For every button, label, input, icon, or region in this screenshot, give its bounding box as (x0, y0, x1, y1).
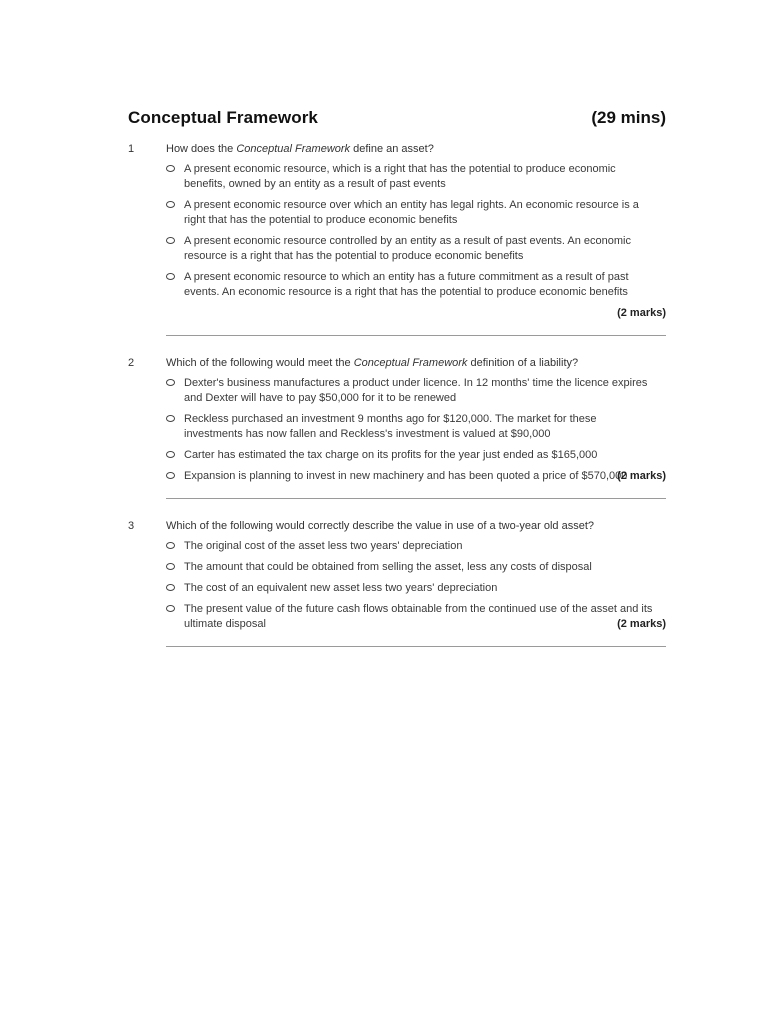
answer-options (166, 539, 666, 632)
question-2 (128, 356, 666, 484)
answer-option[interactable] (166, 162, 666, 192)
divider (166, 498, 666, 499)
section-duration: (29 mins) (591, 108, 666, 127)
option-text: Expansion is planning to invest in new machinery and has been quoted a price of $570,000 (184, 470, 628, 482)
option-text: The amount that could be obtained from selling the asset, less any costs of disposal (184, 561, 592, 573)
option-text: Dexter's business manufactures a product under licence. In 12 months' time the licence expires and Dexter will have to pay $50,000 for it to be renewed (184, 377, 648, 404)
answer-option[interactable] (166, 469, 666, 484)
radio-button[interactable] (166, 605, 175, 612)
option-text: Carter has estimated the tax charge on its profits for the year just ended as $165,000 (184, 449, 598, 461)
answer-option[interactable] (166, 448, 666, 463)
option-text: The cost of an equivalent new asset less two years' depreciation (184, 582, 498, 594)
question-1 (128, 142, 666, 321)
answer-options (166, 162, 666, 300)
answer-option[interactable] (166, 560, 666, 575)
section-title: Conceptual Framework (128, 108, 318, 127)
radio-button[interactable] (166, 472, 175, 479)
answer-option[interactable] (166, 234, 666, 264)
option-text: Reckless purchased an investment 9 months ago for $120,000. The market for these investments has now fallen and Reckless's investment is valued at $90,000 (184, 413, 597, 440)
divider (166, 335, 666, 336)
option-text: A present economic resource to which an entity has a future commitment as a result of past events. An economic resource is a right that has the potential to produce economic benefits (184, 271, 629, 298)
radio-button[interactable] (166, 542, 175, 549)
radio-button[interactable] (166, 237, 175, 244)
radio-button[interactable] (166, 201, 175, 208)
option-text: A present economic resource, which is a right that has the potential to produce economic benefits, owned by an entity as a result of past events (184, 163, 616, 190)
question-text: How does the Conceptual Framework define an asset? (166, 143, 434, 155)
radio-button[interactable] (166, 563, 175, 570)
radio-button[interactable] (166, 379, 175, 386)
marks-label: (2 marks) (617, 618, 666, 630)
answer-option[interactable] (166, 539, 666, 554)
answer-option[interactable] (166, 376, 666, 406)
radio-button[interactable] (166, 165, 175, 172)
question-text: Which of the following would correctly describe the value in use of a two-year old asset? (166, 520, 594, 532)
marks-label: (2 marks) (617, 470, 666, 482)
question-number: 1 (128, 143, 135, 155)
option-text: A present economic resource controlled by an entity as a result of past events. An economic resource is a right that has the potential to produce economic benefits (184, 235, 631, 262)
option-text: A present economic resource over which an entity has legal rights. An economic resource is a right that has the potential to produce economic benefits (184, 199, 639, 226)
radio-button[interactable] (166, 451, 175, 458)
divider (166, 646, 666, 647)
answer-option[interactable] (166, 198, 666, 228)
answer-options (166, 376, 666, 484)
answer-option[interactable] (166, 602, 666, 632)
radio-button[interactable] (166, 584, 175, 591)
answer-option[interactable] (166, 270, 666, 300)
section-header (128, 108, 666, 128)
option-text: The original cost of the asset less two years' depreciation (184, 540, 463, 552)
question-3 (128, 519, 666, 632)
answer-option[interactable] (166, 412, 666, 442)
answer-option[interactable] (166, 581, 666, 596)
question-number: 3 (128, 520, 135, 532)
page (128, 108, 666, 667)
question-text: Which of the following would meet the Conceptual Framework definition of a liability? (166, 357, 579, 369)
radio-button[interactable] (166, 273, 175, 280)
marks-label: (2 marks) (617, 307, 666, 319)
question-number: 2 (128, 357, 135, 369)
option-text: The present value of the future cash flows obtainable from the continued use of the asset and its ultimate disposal (184, 603, 653, 630)
radio-button[interactable] (166, 415, 175, 422)
